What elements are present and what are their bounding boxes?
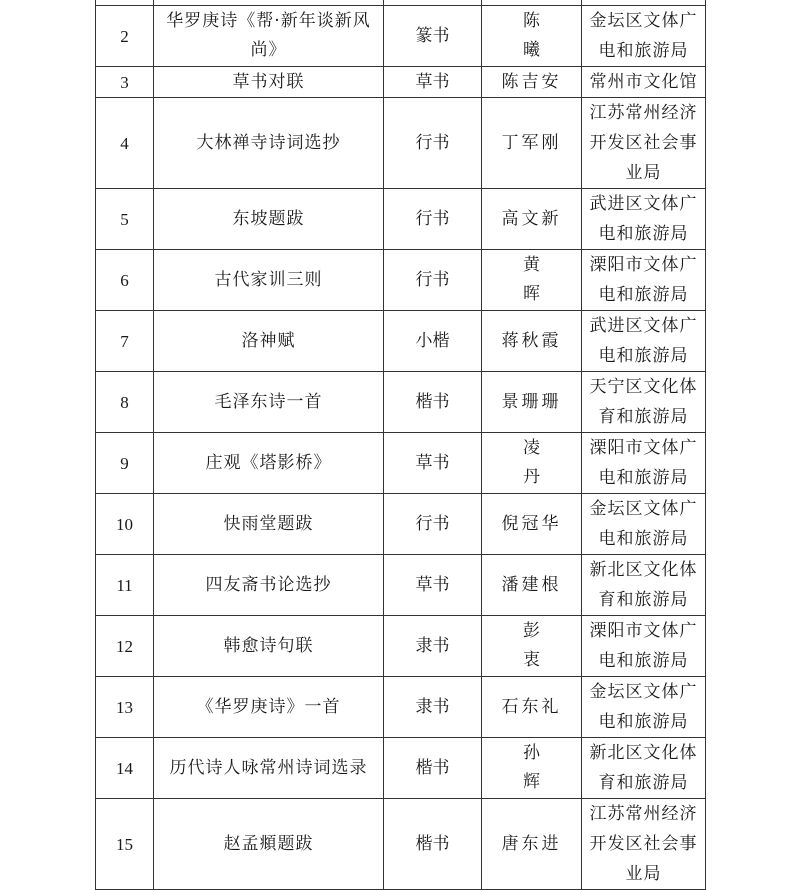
cell-number: 6	[96, 250, 154, 311]
cell-author: 丁军刚	[482, 98, 582, 189]
cell-author: 彭 衷	[482, 616, 582, 677]
table-row	[96, 250, 706, 311]
cell-number: 9	[96, 433, 154, 494]
cell-number: 3	[96, 67, 154, 98]
cell-title: 古代家训三则	[154, 250, 384, 311]
cell-script-style: 隶书	[384, 616, 482, 677]
cell-author: 高文新	[482, 189, 582, 250]
cell-number: 11	[96, 555, 154, 616]
cell-author: 孙 辉	[482, 738, 582, 799]
cell-unit: 溧阳市文体广电和旅游局	[582, 250, 706, 311]
cell-unit: 江苏常州经济开发区社会事业局	[582, 98, 706, 189]
cell-script-style: 行书	[384, 250, 482, 311]
table-row	[96, 799, 706, 890]
cell-script-style: 草书	[384, 555, 482, 616]
cell-title: 四友斋书论选抄	[154, 555, 384, 616]
cell-number: 13	[96, 677, 154, 738]
cell-title: 毛泽东诗一首	[154, 372, 384, 433]
table-row	[96, 98, 706, 189]
cell-author: 倪冠华	[482, 494, 582, 555]
cell-author: 陈吉安	[482, 67, 582, 98]
table-row	[96, 372, 706, 433]
cell-unit: 金坛区文体广电和旅游局	[582, 6, 706, 67]
cell-title: 历代诗人咏常州诗词选录	[154, 738, 384, 799]
cell-title: 赵孟頫题跋	[154, 799, 384, 890]
cell-script-style: 篆书	[384, 6, 482, 67]
cell-number: 12	[96, 616, 154, 677]
cell-unit: 金坛区文体广电和旅游局	[582, 494, 706, 555]
cell-unit: 江苏常州经济开发区社会事业局	[582, 799, 706, 890]
cell-unit: 新北区文化体育和旅游局	[582, 738, 706, 799]
cell-number: 5	[96, 189, 154, 250]
cell-author: 黄 晖	[482, 250, 582, 311]
cell-author: 景珊珊	[482, 372, 582, 433]
cell-unit: 新北区文化体育和旅游局	[582, 555, 706, 616]
cell-number: 15	[96, 799, 154, 890]
cell-number: 14	[96, 738, 154, 799]
table-row	[96, 189, 706, 250]
cell-author: 蒋秋霞	[482, 311, 582, 372]
table-row	[96, 738, 706, 799]
table-row	[96, 616, 706, 677]
cell-unit: 溧阳市文体广电和旅游局	[582, 616, 706, 677]
table-row	[96, 494, 706, 555]
cell-script-style: 行书	[384, 494, 482, 555]
cell-unit: 武进区文体广电和旅游局	[582, 189, 706, 250]
cell-number: 10	[96, 494, 154, 555]
cell-title: 华罗庚诗《帮·新年谈新风尚》	[154, 6, 384, 67]
cell-unit: 常州市文化馆	[582, 67, 706, 98]
cell-unit: 溧阳市文体广电和旅游局	[582, 433, 706, 494]
cell-script-style: 楷书	[384, 738, 482, 799]
cell-title: 草书对联	[154, 67, 384, 98]
table-row	[96, 6, 706, 67]
cell-author: 潘建根	[482, 555, 582, 616]
table-row	[96, 311, 706, 372]
cell-script-style: 行书	[384, 189, 482, 250]
table-row	[96, 67, 706, 98]
cell-title: 庄观《塔影桥》	[154, 433, 384, 494]
document-page	[95, 0, 705, 890]
cell-script-style: 行书	[384, 98, 482, 189]
cell-author: 陈 曦	[482, 6, 582, 67]
table-row	[96, 677, 706, 738]
cell-title: 洛神赋	[154, 311, 384, 372]
table-row	[96, 433, 706, 494]
cell-author: 凌 丹	[482, 433, 582, 494]
cell-number: 7	[96, 311, 154, 372]
cell-script-style: 楷书	[384, 799, 482, 890]
cell-script-style: 草书	[384, 67, 482, 98]
table-body	[96, 0, 706, 890]
cell-title: 韩愈诗句联	[154, 616, 384, 677]
table-row	[96, 555, 706, 616]
cell-unit: 武进区文体广电和旅游局	[582, 311, 706, 372]
cell-unit: 天宁区文化体育和旅游局	[582, 372, 706, 433]
cell-script-style: 楷书	[384, 372, 482, 433]
cell-unit: 金坛区文体广电和旅游局	[582, 677, 706, 738]
cell-number: 8	[96, 372, 154, 433]
cell-script-style: 小楷	[384, 311, 482, 372]
cell-title: 东坡题跋	[154, 189, 384, 250]
award-list-table	[95, 0, 706, 890]
cell-title: 快雨堂题跋	[154, 494, 384, 555]
cell-number: 2	[96, 6, 154, 67]
cell-number: 4	[96, 98, 154, 189]
cell-author: 唐东进	[482, 799, 582, 890]
cell-title: 大林禅寺诗词选抄	[154, 98, 384, 189]
cell-author: 石东礼	[482, 677, 582, 738]
cell-script-style: 草书	[384, 433, 482, 494]
cell-title: 《华罗庚诗》一首	[154, 677, 384, 738]
cell-script-style: 隶书	[384, 677, 482, 738]
